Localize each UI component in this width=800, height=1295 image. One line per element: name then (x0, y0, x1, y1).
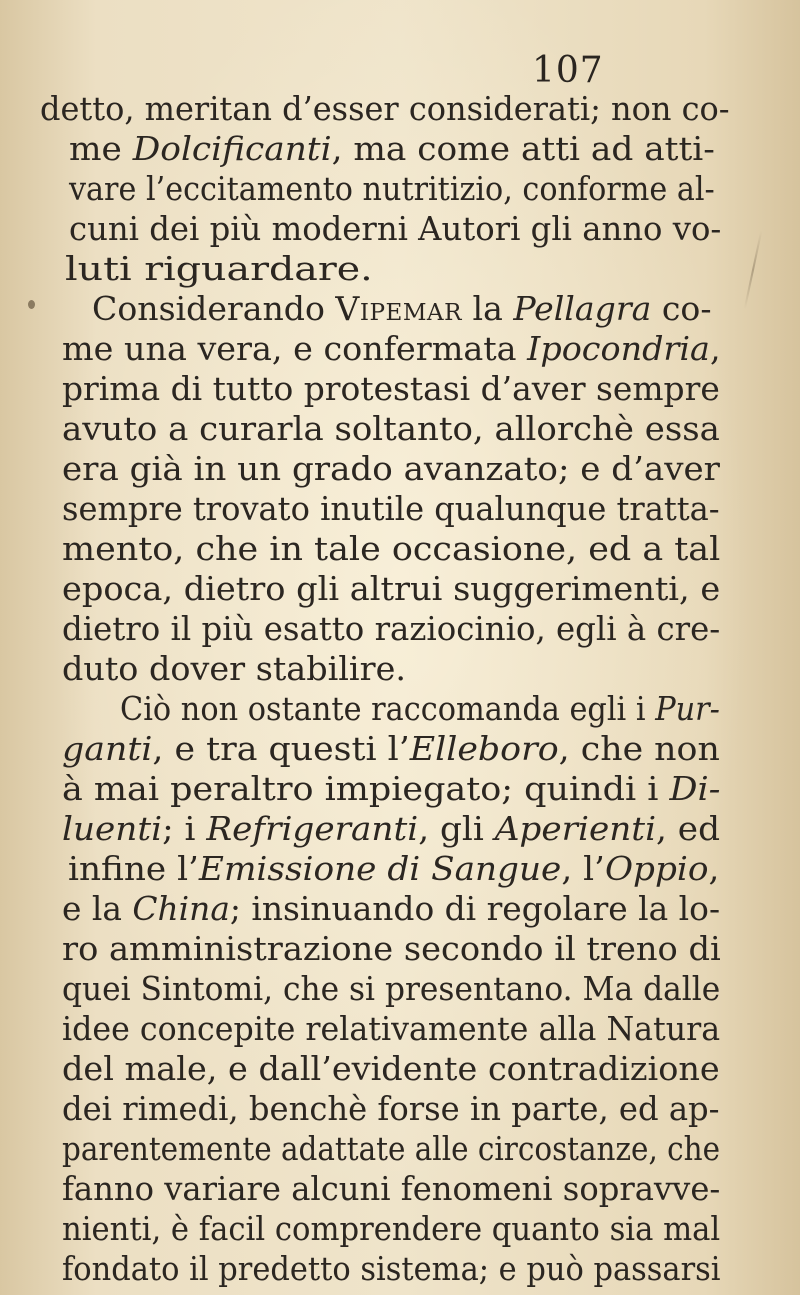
text-line (62, 329, 721, 369)
italic-term: Ipocondria (527, 329, 710, 368)
paper-crease (744, 231, 763, 310)
text-run: avuto a curarla soltanto, allorchè essa (62, 409, 720, 448)
text-run: , e tra questi l’ (152, 729, 410, 768)
text-line (68, 849, 719, 889)
text-run: infine l’ (68, 849, 199, 888)
italic-term: Pellagra (513, 289, 652, 328)
italic-term: Emissione di Sangue (198, 849, 562, 888)
ink-blot (28, 300, 35, 309)
page-number: 107 (532, 50, 604, 91)
text-line (40, 89, 730, 129)
text-line (62, 1009, 720, 1049)
text-line (65, 249, 373, 289)
text-run: e la (62, 889, 133, 928)
italic-term: Aperienti (494, 809, 657, 848)
italic-term: Refrigeranti (206, 809, 419, 848)
text-run: , (708, 849, 720, 888)
italic-term: Dolcificanti (132, 129, 332, 168)
text-line (62, 569, 720, 609)
text-line (62, 929, 721, 969)
text-run: duto dover stabilire. (62, 649, 406, 688)
text-line (69, 169, 715, 209)
text-run: detto, meritan d’esser considerati; non co- (40, 89, 730, 128)
text-run: , che non (558, 729, 720, 768)
text-run: cuni dei più moderni Autori gli anno vo- (69, 209, 722, 248)
text-run: Considerando (92, 289, 336, 328)
text-line (62, 369, 720, 409)
text-line (62, 1049, 720, 1089)
text-run: quei Sintomi, che si presentano. Ma dalle (62, 969, 721, 1008)
text-run: Ciò non ostante raccomanda egli i (120, 689, 656, 728)
italic-term: ganti (62, 729, 153, 768)
text-run: parentemente adattate alle circostanze, che (62, 1129, 721, 1168)
text-run: nienti, è facil comprendere quanto sia mal (62, 1209, 721, 1248)
text-line (69, 209, 721, 249)
text-run: , (709, 329, 721, 368)
text-run: me una vera, e confermata (62, 329, 528, 368)
italic-term: Oppio (604, 849, 709, 888)
text-run: era già in un grado avanzato; e d’aver (62, 449, 720, 488)
italic-term: Di- (669, 769, 721, 808)
text-run: co- (651, 289, 712, 328)
text-run: , ma come atti ad atti- (331, 129, 715, 168)
text-line (62, 729, 720, 769)
text-run: idee concepite relativamente alla Natura (62, 1009, 721, 1048)
text-run: ro amministrazione secondo il treno di (62, 929, 721, 968)
text-line (62, 609, 720, 649)
text-line (62, 489, 720, 529)
text-line (62, 969, 720, 1009)
text-run: luti riguardare. (65, 249, 373, 288)
text-run: del male, e dall’evidente contradizione (62, 1049, 720, 1088)
text-run: , gli (418, 809, 495, 848)
text-line (62, 1209, 720, 1249)
text-run: epoca, dietro gli altrui suggerimenti, e (62, 569, 721, 608)
text-run: , ed (656, 809, 721, 848)
text-line (62, 529, 720, 569)
text-line (62, 809, 720, 849)
text-line (120, 689, 720, 729)
text-line (62, 449, 720, 489)
text-run: , l’ (561, 849, 605, 888)
text-run: dei rimedi, benchè forse in parte, ed ap- (62, 1089, 720, 1128)
italic-term: China (132, 889, 230, 928)
text-run: ; i (162, 809, 207, 848)
text-run: prima di tutto protestasi d’aver sempre (62, 369, 720, 408)
text-run: vare l’eccitamento nutritizio, conforme al- (69, 169, 715, 208)
italic-term: luenti (62, 809, 163, 848)
text-line (69, 129, 715, 169)
text-line (62, 889, 720, 929)
text-run: ; insinuando di regolare la lo- (229, 889, 721, 928)
text-line (92, 289, 712, 329)
text-line (62, 1129, 720, 1169)
text-run: à mai peraltro impiegato; quindi i (62, 769, 670, 808)
text-run: fondato il predetto sistema; e può passarsi (62, 1249, 721, 1288)
text-run: la (461, 289, 514, 328)
text-line (62, 1169, 720, 1209)
text-line (62, 649, 406, 689)
text-run: sempre trovato inutile qualunque tratta- (62, 489, 720, 528)
text-run: mento, che in tale occasione, ed a tal (62, 529, 721, 568)
italic-term: Pur- (655, 689, 720, 728)
text-run: fanno variare alcuni fenomeni sopravve- (62, 1169, 721, 1208)
italic-term: Elleboro (409, 729, 559, 768)
text-run: dietro il più esatto raziocinio, egli à cre- (62, 609, 721, 648)
author-name: Vipemar (335, 289, 462, 328)
text-run: me (69, 129, 133, 168)
text-line (62, 769, 720, 809)
text-line (62, 1089, 720, 1129)
text-line (62, 1249, 721, 1289)
text-line (62, 409, 720, 449)
